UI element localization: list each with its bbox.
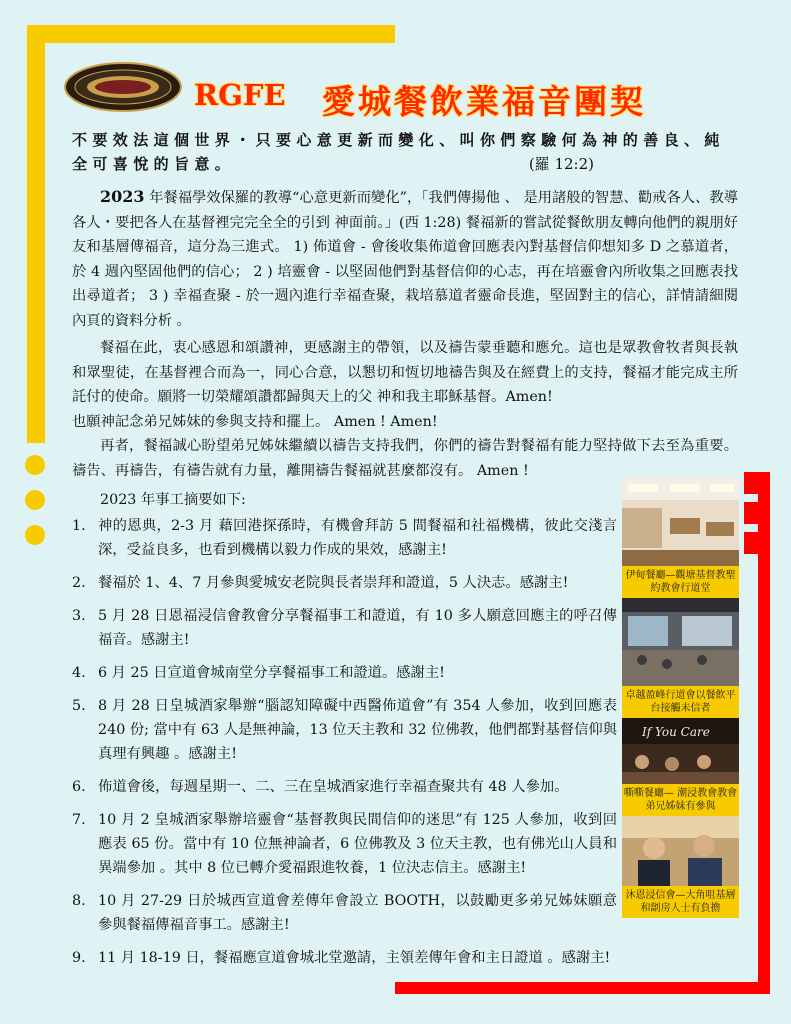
summary-title: 2023 年事工摘要如下:: [100, 492, 246, 508]
sign-text: If You Care: [642, 725, 710, 739]
verse-text: 不要效法這個世界・只要心意更新而變化、叫你們察驗何為神的善良、純全可喜悅的旨意。: [72, 131, 725, 173]
list-item: [72, 694, 617, 766]
item-number: 2.: [72, 575, 86, 591]
year-lead: 2023: [100, 187, 145, 206]
item-text: 6 月 25 日宣道會城南堂分享餐福事工和證道。感謝主!: [98, 665, 445, 681]
item-number: 9.: [72, 950, 86, 966]
restaurant-hall-photo: [622, 598, 739, 686]
item-text: 11 月 18-19 日，餐福應宣道會城北堂邀請，主領差傳年會和主日證道 。感謝主!: [98, 950, 611, 966]
item-text: 10 月 2 皇城酒家舉辦培靈會“基督教與民間信仰的迷思”有 125 人參加，收到回應表 65 份。當中有 10 位無神論者，6 位佛教及 3 位天主教，也有佛光山人員和異端參加 。其中 8 位已轉介愛福跟進牧養，1 位決志信主。感謝主!: [98, 812, 617, 876]
item-number: 4.: [72, 665, 86, 681]
yellow-frame-left: [27, 25, 45, 443]
red-frame-bottom: [395, 982, 770, 994]
paragraph-text: 也願神記念弟兄姊妹的參與支持和擺上。 Amen ! Amen!: [72, 414, 438, 430]
verse-reference: (羅 12:2): [528, 155, 594, 173]
item-text: 神的恩典，2-3 月 藉回港探孫時，有機會拜訪 5 間餐福和社福機構，彼此交淺言深，受益良多，也看到機構以毅力作成的果效，感謝主!: [98, 518, 617, 558]
item-text: 佈道會後，每週星期一、二、三在皇城酒家進行幸福查聚共有 48 人參加。: [98, 779, 569, 795]
list-item: [72, 661, 617, 685]
paragraph-text: 年餐福學效保羅的教導“心意更新而變化”，「我們傳揚他 、 是用諸般的智慧、勸戒各人、教導各人・要把各人在基督裡完完全全的引到 神面前。」(西 1:28) 餐福新的嘗試從餐飲朋友轉向他們的親朋好友和基層傳福音，這分為三進式。 1) 佈道會 - 會後收集佈道會回應表內對基督信仰想知多 D 之慕道者，於 4 週內堅固他們的信心； 2 ) 培靈會 - 以堅固他們對基督信仰的心志，再在培靈會內所收集之回應表找出尋道者； 3 ) 幸福查聚 - 於一週內進行幸福查聚，栽培慕道者靈命長進，堅固對主的信心，詳情請細閱內頁的資料分析 。: [72, 190, 738, 329]
photo-caption: 沐恩浸信會—大角咀基層和劏房人士有負擔: [622, 886, 739, 918]
yellow-dot: [25, 490, 45, 510]
item-text: 餐福於 1、4、7 月參與愛城安老院與長者崇拜和證道，5 人決志。感謝主!: [98, 575, 569, 591]
photo-caption: 伊甸餐廳—觀塘基督教聖約教會行道堂: [622, 566, 739, 598]
item-number: 3.: [72, 608, 86, 624]
item-number: 8.: [72, 893, 86, 909]
photo-column: [622, 478, 739, 918]
scripture-verse: [72, 128, 737, 176]
red-square: [744, 532, 766, 554]
list-item: [72, 775, 617, 799]
page-title: 愛城餐飲業福音團契: [322, 82, 646, 121]
intro-paragraph: [72, 185, 738, 333]
photo-caption: 卓越盈峰行道會以餐飲平台接觸未信者: [622, 686, 739, 718]
visitors-photo: [622, 816, 739, 886]
list-item: [72, 808, 617, 880]
yellow-frame-top: [27, 25, 395, 43]
org-abbreviation: RGFE: [194, 78, 286, 112]
fellowship-seal-logo: [64, 62, 182, 112]
if-you-care-photo: [622, 718, 739, 784]
thanks-paragraph-2: [72, 410, 738, 435]
item-number: 5.: [72, 698, 86, 714]
list-item: [72, 946, 617, 970]
item-text: 10 月 27-29 日於城西宣道會差傳年會設立 BOOTH，以鼓勵更多弟兄姊妹願意參與餐福傳福音事工。感謝主!: [98, 893, 617, 933]
yellow-dot: [25, 525, 45, 545]
item-text: 5 月 28 日恩福浸信會教會分享餐福事工和證道，有 10 多人願意回應主的呼召傳福音。感謝主!: [98, 608, 617, 648]
red-square: [744, 502, 766, 524]
item-number: 6.: [72, 779, 86, 795]
paragraph-text: 餐福在此，衷心感恩和頌讚神，更感謝主的帶領，以及禱告蒙垂聽和應允。這也是眾教會牧者與長執和眾聖徒，在基督裡合而為一，同心合意，以懇切和恆切地禱告與及在經費上的支持，餐福才能完成主所託付的使命。願將一切榮耀頌讚都歸與天上的父 神和我主耶穌基督。Amen!: [72, 340, 738, 405]
red-square: [744, 472, 766, 494]
photo-caption: 嘶嘶餐廳— 潮浸教會教會弟兄姊妹有參與: [622, 784, 739, 816]
cafe-interior-photo: [622, 478, 739, 566]
item-text: 8 月 28 日皇城酒家舉辦“腦認知障礙中西醫佈道會”有 354 人參加，收到回應表 240 份; 當中有 63 人是無神論，13 位天主教和 32 位佛教，他們都對基督信仰與真理有興趣 。感謝主!: [98, 698, 617, 762]
list-item: [72, 571, 617, 595]
thanks-paragraph: [72, 336, 738, 410]
summary-list: [72, 514, 617, 979]
item-number: 7.: [72, 812, 86, 828]
paragraph-text: 再者，餐福誠心盼望弟兄姊妹繼續以禱告支持我們，你們的禱告對餐福有能力堅持做下去至為重要。禱告、再禱告，有禱告就有力量，離開禱告餐福就甚麼都沒有。 Amen !: [72, 438, 738, 479]
prayer-paragraph: [72, 434, 738, 483]
list-item: [72, 604, 617, 652]
yellow-dot: [25, 455, 45, 475]
list-item: [72, 514, 617, 562]
list-item: [72, 889, 617, 937]
item-number: 1.: [72, 518, 86, 534]
